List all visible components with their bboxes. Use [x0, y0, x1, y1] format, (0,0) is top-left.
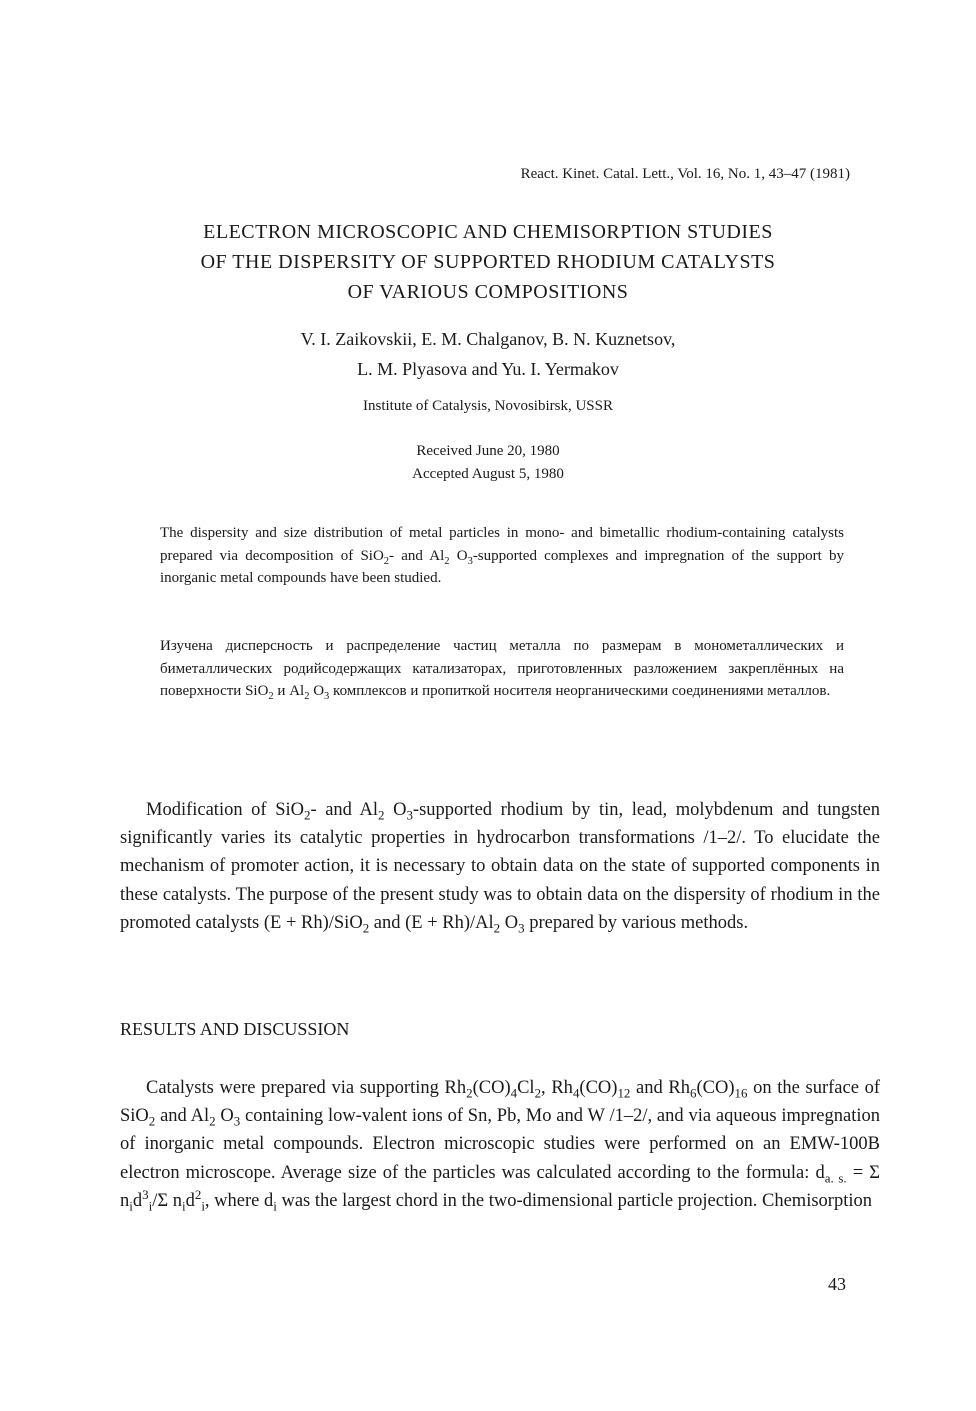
journal-citation: React. Kinet. Catal. Lett., Vol. 16, No. 1, 43–47 (1981): [520, 166, 850, 182]
author-list: [100, 324, 876, 384]
received-date: Received June 20, 1980: [416, 443, 560, 459]
title-line-2: OF THE DISPERSITY OF SUPPORTED RHODIUM CATALYSTS: [200, 251, 776, 273]
introduction-paragraph: Modification of SiO$_2$- and $Al_2$ $O_3$-supported rhodium by tin, lead, molybdenum and tungsten significantly varies its catalytic properties in hydrocarbon transformations /1–2/. To elucidate the mechanism of promoter action, it is necessary to obtain data on the state of supported components in these catalysts. The purpose of the present study was to obtain data on the dispersity of rhodium in the promoted catalysts (E + Rh)/SiO$_2$ and $(E + Rh)/Al_2$ $O_3$ prepared by various methods.: [120, 800, 880, 936]
authors-line-1: V. I. Zaikovskii, E. M. Chalganov, B. N. Kuznetsov,: [300, 329, 676, 349]
authors-line-2: L. M. Plyasova and Yu. I. Yermakov: [357, 359, 619, 379]
abstract-russian: Изучена дисперсность и распределение частиц металла по размерам в монометаллических и биметаллических родийсодержащих катализаторах, приготовленных разложением закреплённых на поверхности SiO$_2$ и $Al_2$ $O_3$ комплексов и пропиткой носителя неорганическими соединениями металлов.: [160, 638, 844, 702]
abstract-english: The dispersity and size distribution of metal particles in mono- and bimetallic rhodium-containing catalysts prepared via decomposition of SiO$_2$- and $Al_2$ $O_3$-supported complexes and impregnation of the support by inorganic metal compounds have been studied.: [160, 525, 844, 586]
results-paragraph: Catalysts were prepared via supporting $Rh_2(CO)_4Cl_2$, $Rh_4(CO)_{12}$ and $Rh_6(CO)_{16}$ on the surface of SiO$_2$ and $Al_2$ $O_3$ containing low-valent ions of Sn, Pb, Mo and W /1–2/, and via aqueous impregnation of inorganic metal compounds. Electron microscopic studies were performed on an EMW-100B electron microscope. Average size of the particles was calculated according to the formula: $d_{a. s.} = \Sigma$ $n_id^3_i/\Sigma$ $n_id^2_i$, where $d_i$ was the largest chord in the two-dimensional particle projection. Chemisorption: [120, 1078, 881, 1214]
title-line-3: OF VARIOUS COMPOSITIONS: [347, 281, 629, 303]
accepted-date: Accepted August 5, 1980: [412, 466, 564, 482]
page-number: 43: [828, 1274, 846, 1294]
affiliation: Institute of Catalysis, Novosibirsk, USSR: [362, 398, 613, 414]
submission-dates: [100, 440, 876, 486]
section-heading: RESULTS AND DISCUSSION: [120, 1019, 350, 1039]
paper-title: [100, 217, 876, 307]
title-line-1: ELECTRON MICROSCOPIC AND CHEMISORPTION STUDIES: [203, 221, 773, 243]
